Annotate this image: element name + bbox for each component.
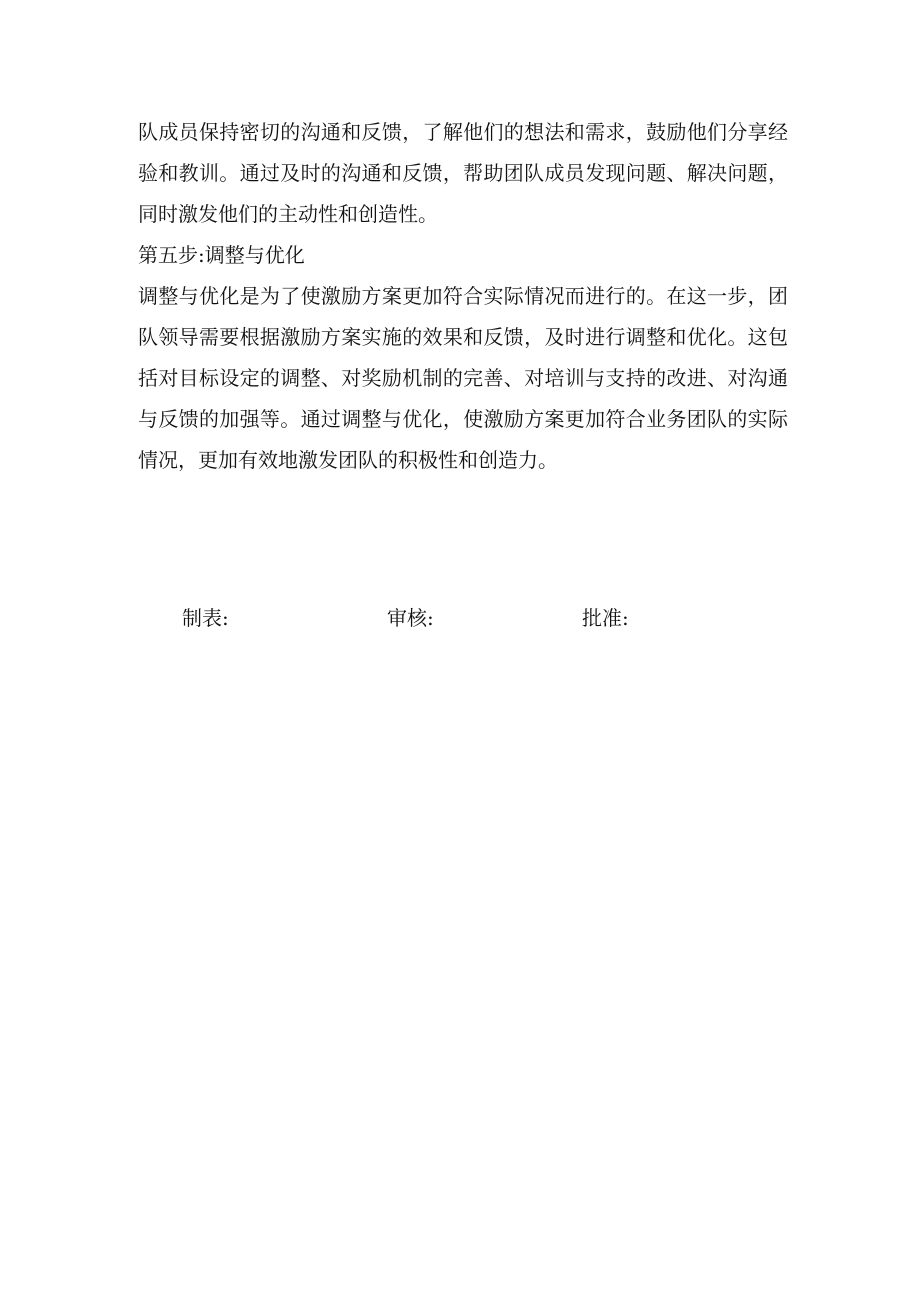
prepared-by-label: 制表: (182, 606, 229, 630)
signoff-row (0, 598, 920, 638)
approved-by-label: 批准: (582, 606, 629, 630)
section-paragraph: 调整与优化是为了使激励方案更加符合实际情况而进行的。在这一步，团队领导需要根据激励方案实施的效果和反馈，及时进行调整和优化。这包括对目标设定的调整、对奖励机制的完善、对培训与支持的改进、对沟通与反馈的加强等。通过调整与优化，使激励方案更加符合业务团队的实际情况，更加有效地激发团队的积极性和创造力。 (138, 284, 788, 472)
reviewed-by-label: 审核: (387, 606, 434, 630)
section-heading: 第五步:调整与优化 (138, 243, 305, 267)
document-body (138, 112, 788, 481)
continued-paragraph: 队成员保持密切的沟通和反馈，了解他们的想法和需求，鼓励他们分享经验和教训。通过及时的沟通和反馈，帮助团队成员发现问题、解决问题，同时激发他们的主动性和创造性。 (138, 120, 788, 226)
